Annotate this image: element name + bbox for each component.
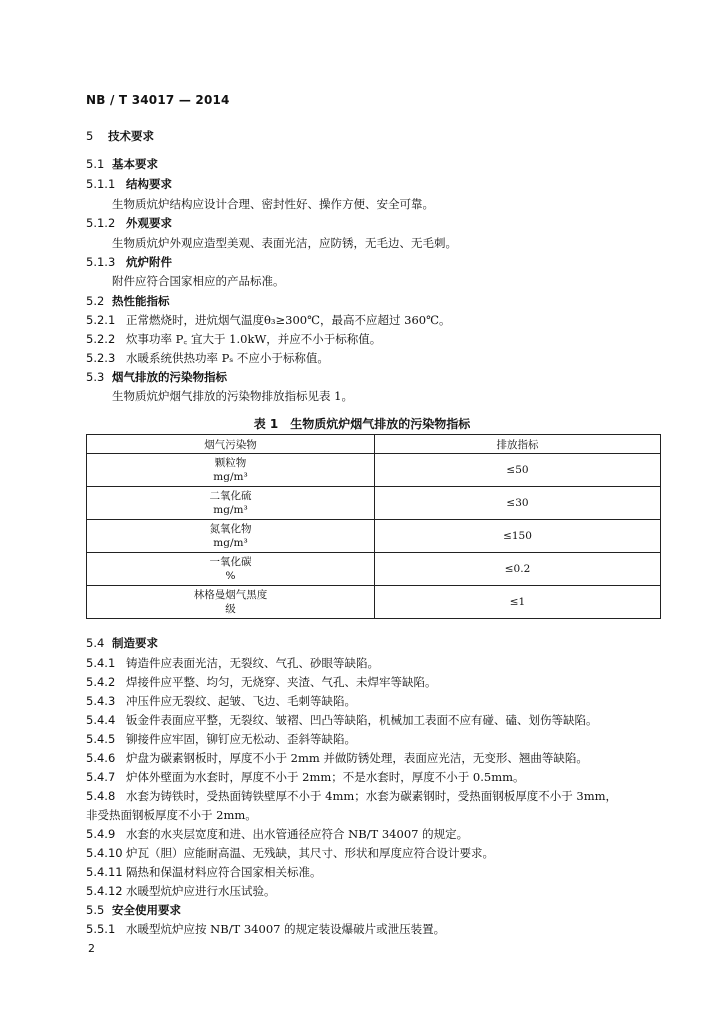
table-header-row: [87, 435, 661, 454]
section-5-4-8-continued: 非受热面钢板厚度不小于 2mm。: [86, 808, 257, 822]
table-row: [87, 520, 661, 553]
section-5-1-1-body: 生物质炕炉结构应设计合理、密封性好、操作方便、安全可靠。: [112, 197, 434, 211]
clause-text: 炉瓦（胆）应能耐高温、无残缺，其尺寸、形状和厚度应符合设计要求。: [126, 846, 494, 860]
section-number: 5.4.12: [86, 884, 123, 898]
section-number: 5.1.2: [86, 216, 116, 230]
section-5-4-7: [86, 770, 525, 784]
section-number: 5: [86, 129, 94, 143]
section-number: 5.1: [86, 157, 105, 171]
clause-text: 正常燃烧时，进炕烟气温度θ₃≥300℃，最高不应超过 360℃。: [126, 313, 451, 327]
table-row: [87, 553, 661, 586]
pollutant-unit: mg/m³: [213, 537, 248, 549]
clause-text: 炉盘为碳素钢板时，厚度不小于 2mm 并做防锈处理，表面应光洁，无变形、翘曲等缺陷。: [126, 751, 588, 765]
section-number: 5.5: [86, 903, 105, 917]
section-5-3-body: 生物质炕炉烟气排放的污染物排放指标见表 1。: [112, 389, 353, 403]
section-5-heading: [86, 129, 154, 143]
table-row: [87, 487, 661, 520]
section-number: 5.4.6: [86, 751, 116, 765]
section-5-5-1: [86, 922, 445, 936]
section-number: 5.2.2: [86, 332, 116, 346]
section-5-4-4: [86, 713, 598, 727]
section-5-1-1-heading: [86, 177, 172, 191]
pollutant-name: 林格曼烟气黑度: [193, 589, 268, 601]
section-title: 外观要求: [126, 216, 172, 230]
section-title: 基本要求: [112, 157, 158, 171]
table-header-limit: 排放指标: [375, 435, 661, 454]
section-number: 5.4.11: [86, 865, 123, 879]
section-5-2-3: [86, 351, 329, 365]
pollutant-unit: mg/m³: [213, 504, 248, 516]
clause-text: 焊接件应平整、均匀，无烧穿、夹渣、气孔、未焊牢等缺陷。: [126, 675, 437, 689]
standard-number: NB / T 34017 — 2014: [86, 93, 230, 107]
section-5-2-1: [86, 313, 450, 327]
section-number: 5.4.3: [86, 694, 116, 708]
clause-text: 冲压件应无裂纹、起皱、飞边、毛刺等缺陷。: [126, 694, 356, 708]
clause-text: 钣金件表面应平整，无裂纹、皱褶、凹凸等缺陷，机械加工表面不应有碰、磕、划伤等缺陷。: [126, 713, 598, 727]
pollutant-name: 二氧化硫: [209, 490, 252, 502]
clause-text: 铆接件应牢固，铆钉应无松动、歪斜等缺陷。: [126, 732, 356, 746]
pollutant-name: 颗粒物: [214, 457, 247, 469]
section-5-2-2: [86, 332, 381, 346]
pollutant-unit: %: [225, 570, 236, 582]
section-number: 5.4.9: [86, 827, 116, 841]
section-5-5-heading: [86, 903, 181, 917]
section-title: 结构要求: [126, 177, 172, 191]
section-5-1-2-body: 生物质炕炉外观应造型美观、表面光洁，应防锈，无毛边、无毛刺。: [112, 236, 457, 250]
clause-text: 水暖型炕炉应按 NB/T 34007 的规定装设爆破片或泄压装置。: [126, 922, 446, 936]
section-5-4-11: [86, 865, 322, 879]
pollutant-cell: [87, 520, 375, 553]
pollutant-cell: [87, 553, 375, 586]
section-number: 5.4.5: [86, 732, 116, 746]
emission-table: [86, 434, 661, 619]
section-number: 5.4.8: [86, 789, 116, 803]
section-5-4-3: [86, 694, 356, 708]
section-number: 5.4.7: [86, 770, 116, 784]
table-caption: 表 1 生物质炕炉烟气排放的污染物指标: [253, 417, 471, 431]
section-number: 5.4.2: [86, 675, 116, 689]
section-5-4-2: [86, 675, 437, 689]
section-number: 5.1.1: [86, 177, 116, 191]
clause-text: 隔热和保温材料应符合国家相关标准。: [126, 865, 322, 879]
pollutant-cell: [87, 586, 375, 619]
section-number: 5.4.1: [86, 656, 116, 670]
section-5-4-6: [86, 751, 588, 765]
section-5-4-12: [86, 884, 276, 898]
section-5-4-8: [86, 789, 617, 803]
limit-cell: ≤150: [375, 520, 661, 553]
section-number: 5.2.1: [86, 313, 116, 327]
section-5-1-heading: [86, 157, 158, 171]
pollutant-unit: 级: [225, 603, 236, 615]
table-row: [87, 586, 661, 619]
section-title: 炕炉附件: [126, 255, 172, 269]
section-number: 5.4: [86, 636, 105, 650]
section-title: 热性能指标: [112, 294, 170, 308]
section-5-4-9: [86, 827, 468, 841]
section-5-4-5: [86, 732, 356, 746]
page-number: 2: [88, 942, 95, 955]
clause-text: 炉体外壁面为水套时，厚度不小于 2mm；不是水套时，厚度不小于 0.5mm。: [126, 770, 525, 784]
pollutant-unit: mg/m³: [213, 471, 248, 483]
section-5-1-2-heading: [86, 216, 172, 230]
section-5-1-3-body: 附件应符合国家相应的产品标准。: [112, 274, 285, 288]
section-title: 烟气排放的污染物指标: [112, 370, 227, 384]
section-number: 5.2.3: [86, 351, 116, 365]
clause-text: 铸造件应表面光洁，无裂纹、气孔、砂眼等缺陷。: [126, 656, 379, 670]
pollutant-cell: [87, 454, 375, 487]
section-number: 5.4.10: [86, 846, 123, 860]
clause-text: 水暖系统供热功率 Pₛ 不应小于标称值。: [126, 351, 329, 365]
section-number: 5.4.4: [86, 713, 116, 727]
section-title: 制造要求: [112, 636, 158, 650]
section-title: 安全使用要求: [112, 903, 181, 917]
pollutant-name: 氮氧化物: [209, 523, 252, 535]
section-number: 5.5.1: [86, 922, 116, 936]
limit-cell: ≤1: [375, 586, 661, 619]
clause-text: 水套的水夹层宽度和进、出水管通径应符合 NB/T 34007 的规定。: [126, 827, 469, 841]
section-5-4-10: [86, 846, 494, 860]
section-number: 5.3: [86, 370, 105, 384]
clause-text: 水套为铸铁时，受热面铸铁壁厚不小于 4mm；水套为碳素钢时，受热面钢板厚度不小于 3mm，: [126, 789, 618, 803]
pollutant-cell: [87, 487, 375, 520]
section-5-1-3-heading: [86, 255, 172, 269]
table-header-pollutant: 烟气污染物: [87, 435, 375, 454]
limit-cell: ≤50: [375, 454, 661, 487]
clause-text: 水暖型炕炉应进行水压试验。: [126, 884, 276, 898]
section-5-4-heading: [86, 636, 158, 650]
section-5-3-heading: [86, 370, 227, 384]
limit-cell: ≤0.2: [375, 553, 661, 586]
section-number: 5.1.3: [86, 255, 116, 269]
pollutant-name: 一氧化碳: [209, 556, 252, 568]
section-title: 技术要求: [108, 129, 154, 143]
clause-text: 炊事功率 P꜀ 宜大于 1.0kW，并应不小于标称值。: [126, 332, 382, 346]
table-row: [87, 454, 661, 487]
limit-cell: ≤30: [375, 487, 661, 520]
section-number: 5.2: [86, 294, 105, 308]
section-5-4-1: [86, 656, 379, 670]
section-5-2-heading: [86, 294, 170, 308]
